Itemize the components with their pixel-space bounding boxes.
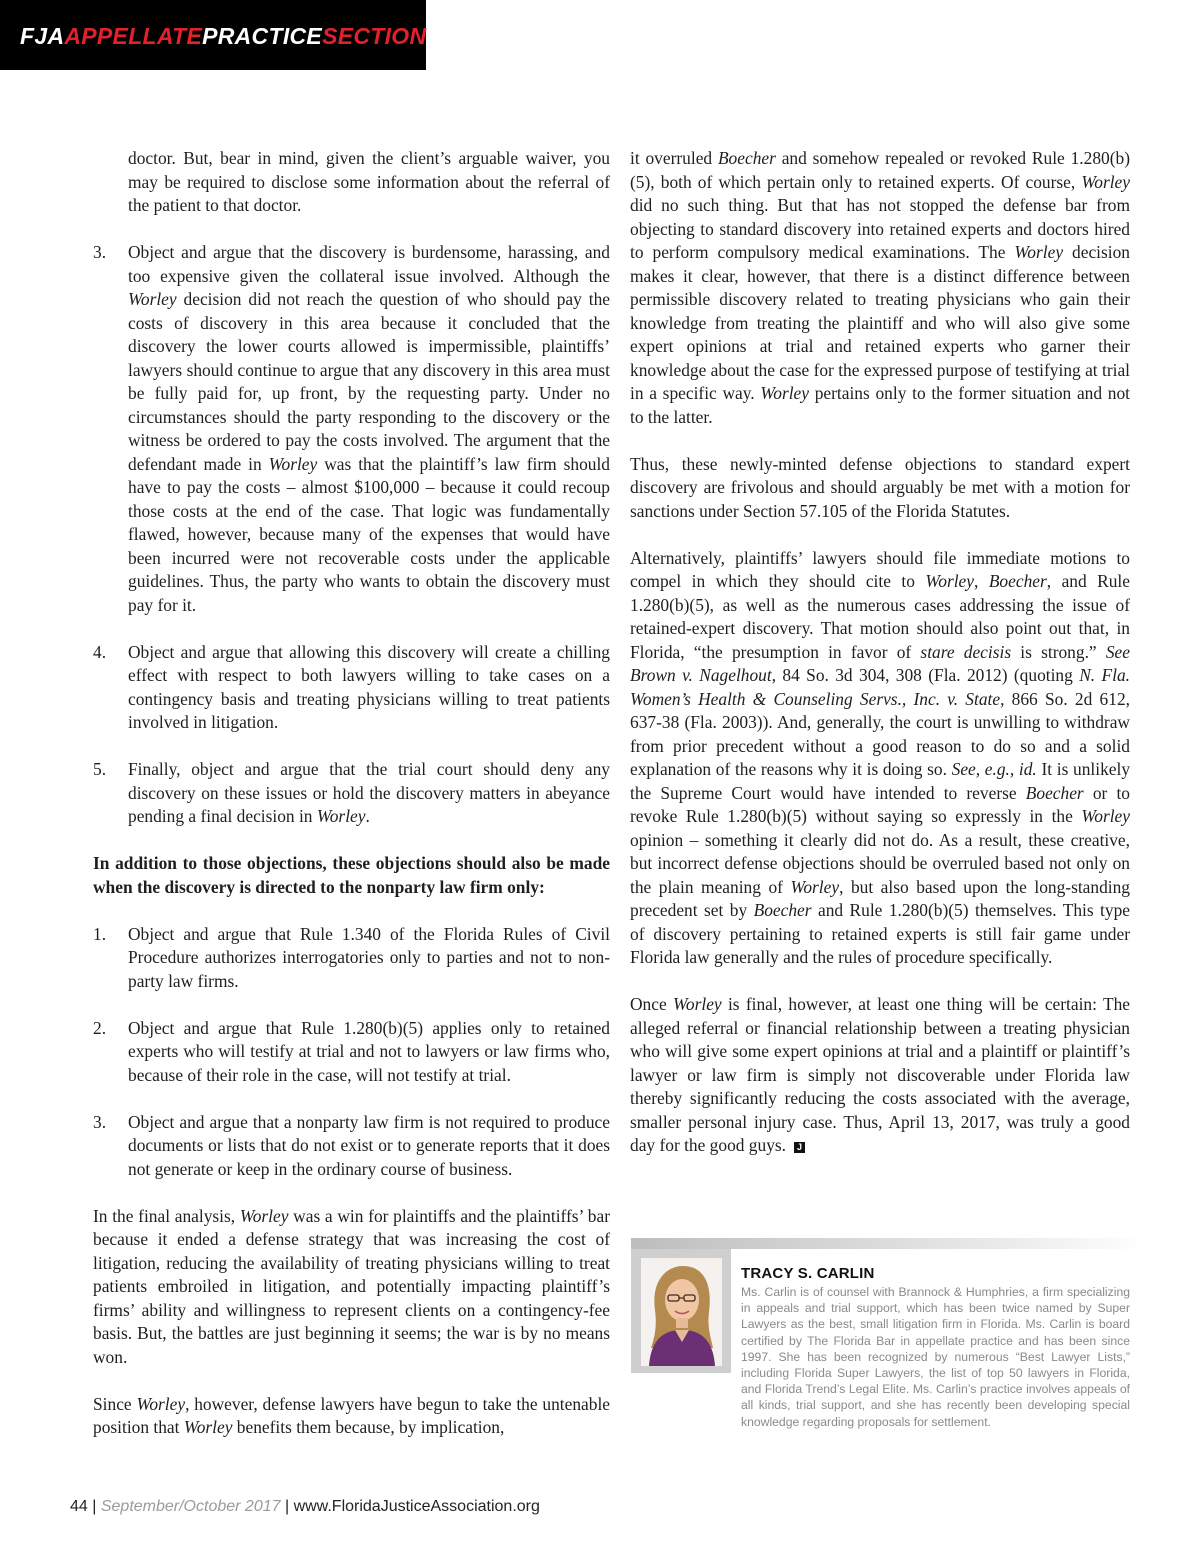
list-item: 3. Object and argue that a nonparty law firm is not required to produce documents or lists that do not exist or to generate reports that it does not generate or keep in the ordinary course of business.	[93, 1111, 610, 1179]
section-title: FJAAPPELLATEPRACTICESECTION	[20, 23, 427, 49]
body-paragraph: it overruled Boecher and somehow repealed or revoked Rule 1.280(b)(5), both of which pertain only to retained experts. Of course, Worley did no such thing. But that has not stopped the defense bar from objecting to standard discovery into retained experts and doctors hired to perform compulsory medical examinations. The Worley decision makes it clear, however, that there is a distinct difference between permissible discovery related to treating physicians who gain their knowledge from treating the plaintiff and who will also give some expert opinions at trial and retained experts who garner their knowledge about the case for the expressed purpose of testifying at trial in a specific way. Worley pertains only to the former situation and not to the latter.	[630, 148, 1130, 427]
list-continuation: doctor. But, bear in mind, given the client’s arguable waiver, you may be required to disclose some information about the referral of the patient to that doctor.	[128, 148, 610, 215]
body-paragraph: In the final analysis, Worley was a win for plaintiffs and the plaintiffs’ bar because it ended a defense strategy that was increasing the cost of litigation, reducing the availability of treating physicians willing to treat patients embroiled in litigation, and potentially impacting plaintiff’s firms’ ability and willingness to represent clients on a contingency-fee basis. But, the battles are just beginning it seems; the war is by no means won.	[93, 1205, 610, 1367]
body-paragraph: Thus, these newly-minted defense objections to standard expert discovery are frivolous and should arguably be met with a motion for sanctions under Section 57.105 of the Florida Statutes.	[630, 453, 1130, 521]
issue-date: September/October 2017	[100, 1498, 281, 1515]
right-column	[630, 147, 1130, 1181]
website-link[interactable]: www.FloridaJusticeAssociation.org	[293, 1498, 540, 1515]
objections-list	[93, 241, 610, 829]
author-name: TRACY S. CARLIN	[741, 1265, 875, 1282]
list-item: 1. Object and argue that Rule 1.340 of the Florida Rules of Civil Procedure authorizes interrogatories only to parties and not to non-party law firms.	[93, 923, 610, 991]
page-number: 44	[70, 1498, 88, 1515]
page-footer: 44 | September/October 2017 | www.FloridaJusticeAssociation.org	[70, 1498, 540, 1515]
bio-gradient-bar	[631, 1238, 1146, 1249]
left-column	[93, 147, 610, 1463]
body-paragraph: Alternatively, plaintiffs’ lawyers should file immediate motions to compel in which they should cite to Worley, Boecher, and Rule 1.280(b)(5), as well as the numerous cases addressing the issue of retained-expert discovery. That motion should also point out that, in Florida, “the presumption in favor of stare decisis is strong.” See Brown v. Nagelhout, 84 So. 3d 304, 308 (Fla. 2012) (quoting N. Fla. Women’s Health & Counseling Servs., Inc. v. State, 866 So. 2d 612, 637-38 (Fla. 2003)). And, generally, the court is unwilling to withdraw from prior precedent without a good reason to do so and a solid explanation of the reasons why it is doing so. See, e.g., id. It is unlikely the Supreme Court would have intended to reverse Boecher or to revoke Rule 1.280(b)(5) without saying so expressly in the Worley opinion – something it clearly did not do. As a result, these creative, but incorrect defense objections should be overruled based not only on the plain meaning of Worley, but also based upon the long-standing precedent set by Boecher and Rule 1.280(b)(5) themselves. This type of discovery pertaining to retained experts is still fair game under Florida law generally and the rules of procedure specifically.	[630, 547, 1131, 967]
body-paragraph: Once Worley is final, however, at least one thing will be certain: The alleged referral or financial relationship between a treating physician who will give some expert opinions at trial and a plaintiff or plaintiff’s lawyer or law firm is simply not discoverable under Florida law thereby significantly reducing the costs associated with the average, smaller personal injury case. Thus, April 13, 2017, was truly a good day for the good guys. J	[630, 994, 1130, 1155]
section-heading: In addition to those objections, these objections should also be made when the discovery is directed to the nonparty law firm only:	[93, 853, 610, 897]
author-photo	[641, 1258, 722, 1366]
end-of-article-icon: J	[794, 1142, 805, 1153]
author-bio-text: Ms. Carlin is of counsel with Brannock & Humphries, a firm specializing in appeals and trial support, which has been twice named by Super Lawyers as the best, small litigation firm in Florida. Ms. Carlin is board certified by The Florida Bar in appellate practice and has been since 1997. She has been recognized by numerous “Best Lawyer Lists,” including Florida Super Lawyers, the list of top 50 lawyers in Florida, and Florida Trend’s Legal Elite. Ms. Carlin’s practice involves appeals of all kinds, trial support, and she has recently been developing special knowledge regarding proposals for settlement.	[741, 1285, 1130, 1429]
body-paragraph: Since Worley, however, defense lawyers have begun to take the untenable position that Worley benefits them because, by implication,	[93, 1393, 610, 1437]
list-item: 4. Object and argue that allowing this discovery will create a chilling effect with respect to both lawyers willing to take cases on a contingency basis and treating physicians willing to treat patients involved in litigation.	[93, 641, 610, 732]
author-photo-frame	[631, 1249, 731, 1373]
list-item: 3. Object and argue that the discovery is burdensome, harassing, and too expensive given the collateral issue involved. Although the Worley decision did not reach the question of who should pay the costs of discovery in this area because it concluded that the discovery the lower courts allowed is impermissible, plaintiffs’ lawyers should continue to argue that any discovery in this area must be fully paid for, up front, by the requesting party. Under no circumstances should the party responding to the discovery or the witness be ordered to pay the costs involved. The argument that the defendant made in Worley was that the plaintiff’s law firm should have to pay the costs – almost $100,000 – because it could recoup those costs at the end of the case. That logic was fundamentally flawed, however, because many of the expenses that would have been incurred were not recoverable costs under the applicable guidelines. Thus, the party who wants to obtain the discovery must pay for it.	[93, 242, 611, 615]
list-item: 5. Finally, object and argue that the trial court should deny any discovery on these issues or hold the discovery matters in abeyance pending a final decision in Worley.	[93, 759, 610, 826]
section-banner	[0, 0, 426, 70]
list-item: 2. Object and argue that Rule 1.280(b)(5) applies only to retained experts who will testify at trial and not to lawyers or law firms who, because of their role in the case, will not testify at trial.	[93, 1017, 610, 1085]
nonparty-objections-list	[93, 923, 610, 1182]
